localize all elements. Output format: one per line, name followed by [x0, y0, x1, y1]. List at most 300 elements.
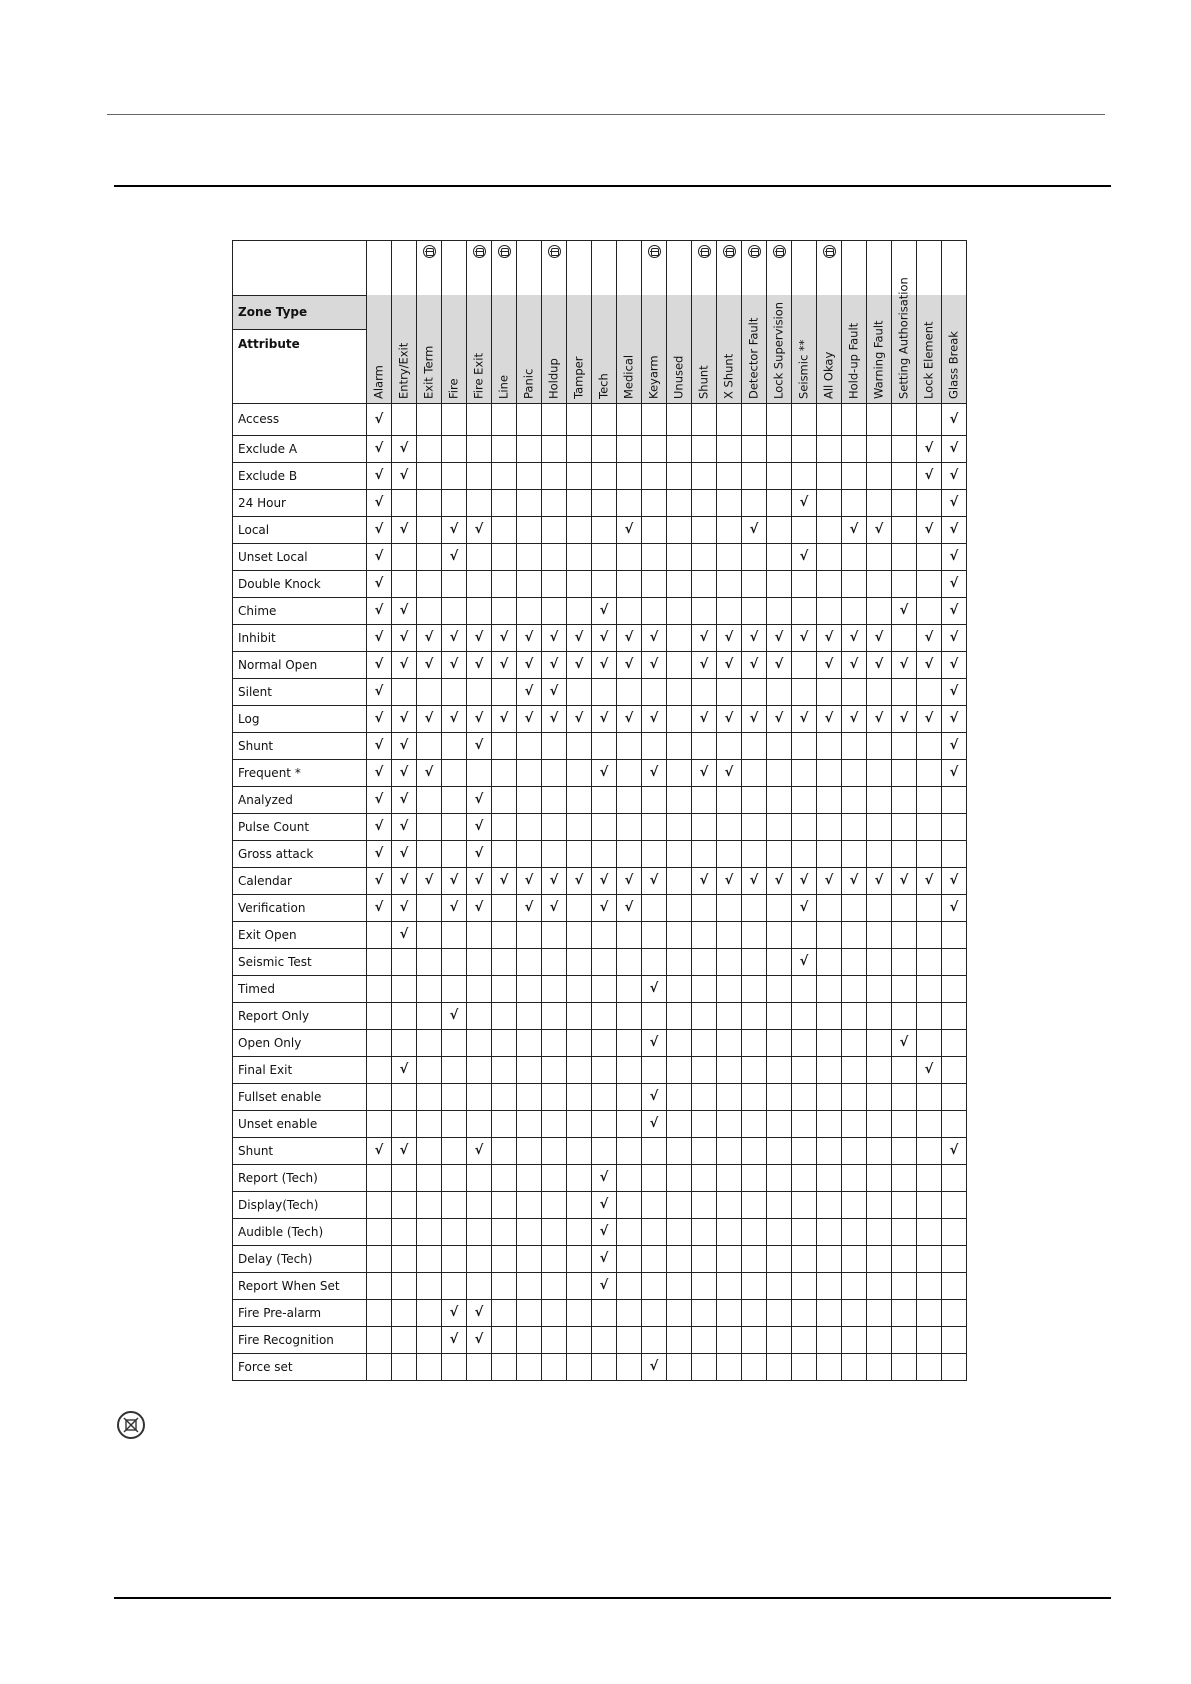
matrix-cell [917, 759, 942, 786]
matrix-cell [467, 570, 492, 597]
check-mark: √ [867, 651, 892, 678]
attribute-name: Exclude B [233, 462, 367, 489]
matrix-cell [892, 1191, 917, 1218]
matrix-cell [492, 462, 517, 489]
check-mark: √ [542, 894, 567, 921]
matrix-cell [492, 1083, 517, 1110]
matrix-cell [792, 759, 817, 786]
check-mark: √ [417, 624, 442, 651]
check-mark: √ [942, 1137, 967, 1164]
matrix-cell [692, 732, 717, 759]
zone-type-label: Warning Fault [871, 319, 886, 399]
matrix-cell [617, 921, 642, 948]
check-mark: √ [392, 624, 417, 651]
matrix-cell [817, 921, 842, 948]
matrix-cell [517, 543, 542, 570]
matrix-cell [542, 1299, 567, 1326]
matrix-cell [517, 948, 542, 975]
matrix-cell [942, 1110, 967, 1137]
matrix-cell [792, 1245, 817, 1272]
matrix-cell [842, 1083, 867, 1110]
attribute-name: Log [233, 705, 367, 732]
matrix-cell [392, 1272, 417, 1299]
header-rule [114, 185, 1111, 187]
matrix-cell [717, 921, 742, 948]
matrix-cell [942, 1002, 967, 1029]
matrix-cell [717, 1245, 742, 1272]
matrix-cell [892, 435, 917, 462]
check-mark: √ [392, 813, 417, 840]
zone-type-header [417, 295, 442, 403]
matrix-cell [367, 1326, 392, 1353]
check-mark: √ [392, 840, 417, 867]
column-icon-cell [867, 241, 892, 296]
matrix-cell [867, 489, 892, 516]
matrix-cell [917, 597, 942, 624]
column-icon-cell [817, 241, 842, 296]
matrix-cell [917, 813, 942, 840]
matrix-cell [542, 732, 567, 759]
matrix-cell [417, 1218, 442, 1245]
matrix-cell [592, 516, 617, 543]
matrix-cell [417, 840, 442, 867]
matrix-cell [717, 1002, 742, 1029]
check-mark: √ [592, 597, 617, 624]
matrix-cell [392, 1218, 417, 1245]
zone-type-label: Medical [621, 354, 636, 399]
check-mark: √ [917, 624, 942, 651]
matrix-cell [667, 759, 692, 786]
matrix-cell [942, 1326, 967, 1353]
matrix-cell [692, 840, 717, 867]
attribute-name: Double Knock [233, 570, 367, 597]
matrix-cell [667, 1245, 692, 1272]
matrix-cell [892, 1002, 917, 1029]
matrix-cell [717, 462, 742, 489]
matrix-cell [942, 1056, 967, 1083]
matrix-cell [642, 1272, 667, 1299]
matrix-cell [542, 1164, 567, 1191]
matrix-cell [817, 1326, 842, 1353]
zone-type-label: Detector Fault [746, 317, 761, 399]
zone-type-label: Hold-up Fault [846, 322, 861, 399]
check-mark: √ [542, 867, 567, 894]
check-mark: √ [367, 1137, 392, 1164]
matrix-cell [817, 840, 842, 867]
matrix-cell [692, 1029, 717, 1056]
zone-type-header [442, 295, 467, 403]
matrix-cell [892, 624, 917, 651]
table-row [233, 516, 967, 543]
check-mark: √ [392, 1137, 417, 1164]
matrix-cell [517, 1029, 542, 1056]
check-mark: √ [767, 624, 792, 651]
matrix-cell [642, 1191, 667, 1218]
matrix-cell [642, 1245, 667, 1272]
matrix-cell [892, 543, 917, 570]
check-mark: √ [492, 651, 517, 678]
matrix-cell [567, 462, 592, 489]
matrix-cell [742, 597, 767, 624]
matrix-cell [542, 489, 567, 516]
matrix-cell [742, 1029, 767, 1056]
check-mark: √ [942, 489, 967, 516]
matrix-cell [642, 403, 667, 435]
matrix-cell [867, 1029, 892, 1056]
matrix-cell [692, 403, 717, 435]
matrix-cell [792, 786, 817, 813]
matrix-cell [917, 975, 942, 1002]
matrix-cell [692, 1056, 717, 1083]
matrix-cell [842, 1164, 867, 1191]
column-icon-cell [692, 241, 717, 296]
attribute-name: Final Exit [233, 1056, 367, 1083]
matrix-cell [642, 894, 667, 921]
matrix-cell [417, 1002, 442, 1029]
column-icon-cell [517, 241, 542, 296]
telephone-icon [473, 245, 486, 258]
matrix-cell [492, 516, 517, 543]
matrix-cell [492, 732, 517, 759]
matrix-cell [917, 1353, 942, 1380]
table-row [233, 403, 967, 435]
check-mark: √ [817, 705, 842, 732]
matrix-cell [842, 1191, 867, 1218]
attribute-name: Frequent * [233, 759, 367, 786]
matrix-cell [517, 1164, 542, 1191]
matrix-cell [792, 1353, 817, 1380]
check-mark: √ [592, 894, 617, 921]
matrix-cell [917, 1299, 942, 1326]
matrix-cell [842, 1110, 867, 1137]
check-mark: √ [392, 435, 417, 462]
matrix-cell [842, 840, 867, 867]
attribute-name: Audible (Tech) [233, 1218, 367, 1245]
matrix-cell [867, 1191, 892, 1218]
matrix-cell [892, 840, 917, 867]
matrix-cell [792, 1299, 817, 1326]
matrix-cell [842, 1137, 867, 1164]
telephone-icon [423, 245, 436, 258]
matrix-cell [792, 1056, 817, 1083]
column-icon-cell [467, 241, 492, 296]
matrix-cell [517, 570, 542, 597]
matrix-cell [842, 1056, 867, 1083]
attribute-name: Analyzed [233, 786, 367, 813]
matrix-cell [742, 921, 767, 948]
matrix-cell [442, 678, 467, 705]
matrix-cell [717, 489, 742, 516]
matrix-cell [567, 975, 592, 1002]
table-row [233, 1191, 967, 1218]
matrix-cell [392, 1083, 417, 1110]
matrix-cell [867, 1056, 892, 1083]
matrix-cell [492, 1056, 517, 1083]
zone-type-header [392, 295, 417, 403]
zone-type-header [667, 295, 692, 403]
check-mark: √ [442, 516, 467, 543]
matrix-cell [567, 1029, 592, 1056]
matrix-cell [767, 894, 792, 921]
check-mark: √ [442, 867, 467, 894]
matrix-cell [667, 1083, 692, 1110]
check-mark: √ [942, 624, 967, 651]
matrix-cell [392, 570, 417, 597]
matrix-cell [842, 759, 867, 786]
zone-type-header [517, 295, 542, 403]
matrix-cell [842, 543, 867, 570]
check-mark: √ [942, 732, 967, 759]
matrix-cell [767, 1110, 792, 1137]
matrix-cell [692, 678, 717, 705]
table-row [233, 543, 967, 570]
matrix-cell [667, 813, 692, 840]
matrix-cell [417, 489, 442, 516]
matrix-cell [692, 543, 717, 570]
matrix-cell [542, 975, 567, 1002]
check-mark: √ [792, 624, 817, 651]
matrix-cell [617, 975, 642, 1002]
matrix-cell [592, 1299, 617, 1326]
icon-row [233, 241, 967, 296]
matrix-cell [842, 1002, 867, 1029]
matrix-cell [767, 570, 792, 597]
matrix-cell [817, 403, 842, 435]
matrix-cell [542, 1272, 567, 1299]
matrix-cell [367, 1083, 392, 1110]
matrix-cell [767, 759, 792, 786]
matrix-cell [592, 786, 617, 813]
check-mark: √ [467, 1137, 492, 1164]
check-mark: √ [642, 1083, 667, 1110]
matrix-cell [617, 1056, 642, 1083]
matrix-cell [717, 516, 742, 543]
check-mark: √ [717, 624, 742, 651]
matrix-cell [617, 1245, 642, 1272]
matrix-cell [567, 1272, 592, 1299]
matrix-cell [917, 1218, 942, 1245]
matrix-cell [517, 975, 542, 1002]
matrix-cell [567, 678, 592, 705]
matrix-cell [492, 489, 517, 516]
matrix-cell [517, 732, 542, 759]
check-mark: √ [867, 624, 892, 651]
matrix-cell [467, 1164, 492, 1191]
matrix-cell [567, 1299, 592, 1326]
matrix-cell [792, 921, 817, 948]
matrix-cell [542, 948, 567, 975]
table-row [233, 732, 967, 759]
matrix-cell [867, 921, 892, 948]
matrix-cell [567, 1137, 592, 1164]
matrix-cell [517, 1272, 542, 1299]
matrix-cell [792, 1137, 817, 1164]
matrix-cell [942, 1272, 967, 1299]
matrix-cell [667, 435, 692, 462]
matrix-cell [717, 786, 742, 813]
matrix-cell [442, 1110, 467, 1137]
matrix-cell [492, 894, 517, 921]
zone-type-label: Unused [671, 355, 686, 399]
matrix-cell [392, 489, 417, 516]
check-mark: √ [617, 867, 642, 894]
matrix-cell [917, 921, 942, 948]
matrix-cell [742, 813, 767, 840]
matrix-cell [392, 403, 417, 435]
zone-type-label: Alarm [371, 364, 386, 399]
matrix-cell [492, 435, 517, 462]
matrix-cell [692, 1164, 717, 1191]
zone-type-label: Zone Type [233, 296, 366, 330]
check-mark: √ [942, 543, 967, 570]
zone-type-label: Fire [446, 377, 461, 399]
check-mark: √ [367, 435, 392, 462]
matrix-cell [792, 651, 817, 678]
matrix-cell [467, 678, 492, 705]
table-row [233, 1272, 967, 1299]
check-mark: √ [442, 543, 467, 570]
attribute-name: Fire Recognition [233, 1326, 367, 1353]
check-mark: √ [892, 705, 917, 732]
column-icon-cell [617, 241, 642, 296]
matrix-cell [517, 597, 542, 624]
matrix-cell [692, 489, 717, 516]
matrix-cell [467, 1272, 492, 1299]
matrix-cell [592, 1029, 617, 1056]
telephone-icon [723, 245, 736, 258]
matrix-cell [592, 570, 617, 597]
matrix-cell [867, 894, 892, 921]
matrix-cell [542, 786, 567, 813]
zone-type-header [942, 295, 967, 403]
check-mark: √ [442, 705, 467, 732]
matrix-cell [442, 403, 467, 435]
check-mark: √ [392, 732, 417, 759]
matrix-cell [917, 1191, 942, 1218]
matrix-cell [492, 678, 517, 705]
telephone-icon [748, 245, 761, 258]
check-mark: √ [842, 651, 867, 678]
matrix-cell [767, 678, 792, 705]
check-mark: √ [517, 867, 542, 894]
matrix-cell [717, 1191, 742, 1218]
matrix-cell [442, 462, 467, 489]
matrix-cell [867, 1137, 892, 1164]
matrix-cell [592, 732, 617, 759]
matrix-cell [767, 921, 792, 948]
table-row [233, 840, 967, 867]
matrix-cell [892, 813, 917, 840]
check-mark: √ [767, 705, 792, 732]
column-icon-cell [917, 241, 942, 296]
matrix-cell [817, 759, 842, 786]
matrix-cell [767, 1272, 792, 1299]
matrix-cell [492, 1272, 517, 1299]
matrix-cell [867, 403, 892, 435]
matrix-cell [692, 1002, 717, 1029]
column-icon-cell [642, 241, 667, 296]
matrix-cell [442, 1191, 467, 1218]
check-mark: √ [517, 894, 542, 921]
check-mark: √ [367, 813, 392, 840]
check-mark: √ [917, 516, 942, 543]
matrix-cell [942, 1029, 967, 1056]
matrix-cell [717, 732, 742, 759]
table-row [233, 678, 967, 705]
check-mark: √ [792, 948, 817, 975]
zone-type-label: Tamper [571, 356, 586, 399]
matrix-cell [492, 1299, 517, 1326]
matrix-cell [717, 1326, 742, 1353]
matrix-cell [692, 921, 717, 948]
matrix-cell [767, 786, 792, 813]
matrix-cell [667, 921, 692, 948]
matrix-cell [817, 1245, 842, 1272]
matrix-cell [592, 403, 617, 435]
matrix-cell [467, 462, 492, 489]
matrix-cell [367, 921, 392, 948]
telephone-icon [498, 245, 511, 258]
matrix-cell [492, 840, 517, 867]
matrix-cell [417, 543, 442, 570]
matrix-cell [442, 813, 467, 840]
matrix-cell [617, 1083, 642, 1110]
telephone-icon [773, 245, 786, 258]
matrix-cell [542, 1083, 567, 1110]
matrix-cell [592, 1326, 617, 1353]
check-mark: √ [367, 489, 392, 516]
matrix-cell [942, 840, 967, 867]
check-mark: √ [792, 867, 817, 894]
matrix-cell [892, 1353, 917, 1380]
matrix-cell [842, 1218, 867, 1245]
check-mark: √ [367, 840, 392, 867]
check-mark: √ [942, 759, 967, 786]
matrix-cell [742, 1218, 767, 1245]
matrix-cell [717, 597, 742, 624]
matrix-cell [492, 1002, 517, 1029]
matrix-cell [742, 1299, 767, 1326]
check-mark: √ [767, 651, 792, 678]
zone-type-label: Seismic ** [796, 339, 811, 399]
table-row [233, 813, 967, 840]
telephone-icon [823, 245, 836, 258]
matrix-cell [792, 597, 817, 624]
matrix-cell [767, 1137, 792, 1164]
matrix-cell [867, 1164, 892, 1191]
table-row [233, 1083, 967, 1110]
matrix-cell [392, 1029, 417, 1056]
matrix-cell [842, 1272, 867, 1299]
matrix-cell [917, 403, 942, 435]
telephone-icon [548, 245, 561, 258]
attribute-label: Attribute [233, 330, 366, 403]
matrix-cell [542, 1110, 567, 1137]
matrix-cell [417, 921, 442, 948]
zone-type-header [567, 295, 592, 403]
matrix-cell [767, 435, 792, 462]
zone-type-header [542, 295, 567, 403]
matrix-cell [567, 1191, 592, 1218]
check-mark: √ [642, 759, 667, 786]
check-mark: √ [367, 786, 392, 813]
matrix-cell [767, 1056, 792, 1083]
matrix-cell [692, 786, 717, 813]
matrix-cell [692, 1326, 717, 1353]
matrix-cell [817, 435, 842, 462]
matrix-cell [567, 435, 592, 462]
check-mark: √ [792, 543, 817, 570]
